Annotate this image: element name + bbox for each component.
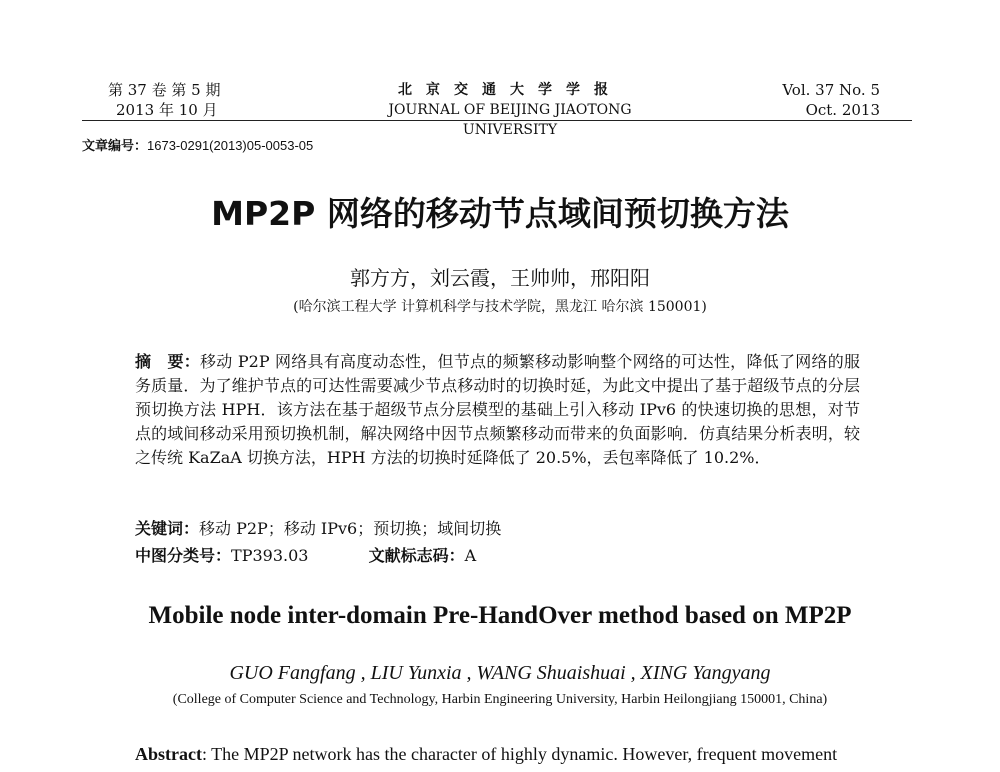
abstract-cn [135,350,860,470]
journal-en: JOURNAL OF BEIJING JIAOTONG UNIVERSITY [388,102,632,138]
doc-code-label: 文献标志码： [368,546,465,565]
date-en: Oct. 2013 [805,101,880,119]
abstract-en-label: Abstract [135,744,202,764]
keywords-cn-text: 移动 P2P；移动 IPv6；预切换；域间切换 [199,519,502,538]
header-divider [82,120,912,121]
header-left [108,80,220,120]
volume-en: Vol. 37 No. 5 [782,81,880,99]
abstract-en-text: : The MP2P network has the character of highly dynamic. However, frequent movement [201,744,838,764]
header-right [780,80,880,120]
article-number-value: 1673-0291(2013)05-0053-05 [147,138,314,153]
keywords-cn [135,518,501,540]
header-center [340,80,680,140]
abstract-cn-label: 摘 要： [135,352,201,371]
date-cn: 2013 年 10 月 [116,101,218,119]
authors-cn: 郭方方，刘云霞，王帅帅，邢阳阳 [350,266,650,290]
title-en: Mobile node inter-domain Pre-HandOver method based on MP2P [148,602,852,629]
classification-row [135,545,476,567]
title-cn: MP2P 网络的移动节点域间预切换方法 [211,194,789,233]
doc-code-value: A [464,546,477,565]
article-number-label: 文章编号： [82,139,148,154]
abstract-en [135,744,895,765]
classification-value: TP393.03 [231,546,309,565]
article-number [82,135,313,154]
affiliation-cn: (哈尔滨工程大学 计算机科学与技术学院，黑龙江 哈尔滨 150001) [293,299,707,315]
authors-en: GUO Fangfang , LIU Yunxia , WANG Shuaishuai , XING Yangyang [229,662,771,684]
volume-cn: 第 37 卷 第 5 期 [108,81,221,99]
affiliation-en: (College of Computer Science and Technology, Harbin Engineering University, Harbin Heilongjiang 150001, China) [172,692,828,707]
abstract-cn-text: 移动 P2P 网络具有高度动态性，但节点的频繁移动影响整个网络的可达性，降低了网络的服务质量．为了维护节点的可达性需要减少节点移动时的切换时延，为此文中提出了基于超级节点的分层预切换方法 HPH．该方法在基于超级节点分层模型的基础上引入移动 IPv6 的快速切换的思想，对节点的域间移动采用预切换机制，解决网络中因节点频繁移动而带来的负面影响．仿真结果分析表明，较之传统 KaZaA 切换方法，HPH 方法的切换时延降低了 20.5%，丢包率降低了 10.2%． [135,352,860,467]
journal-cn: 北京交通大学学报 [398,82,622,98]
keywords-cn-label: 关键词： [135,519,200,538]
classification-label: 中图分类号： [135,546,232,565]
